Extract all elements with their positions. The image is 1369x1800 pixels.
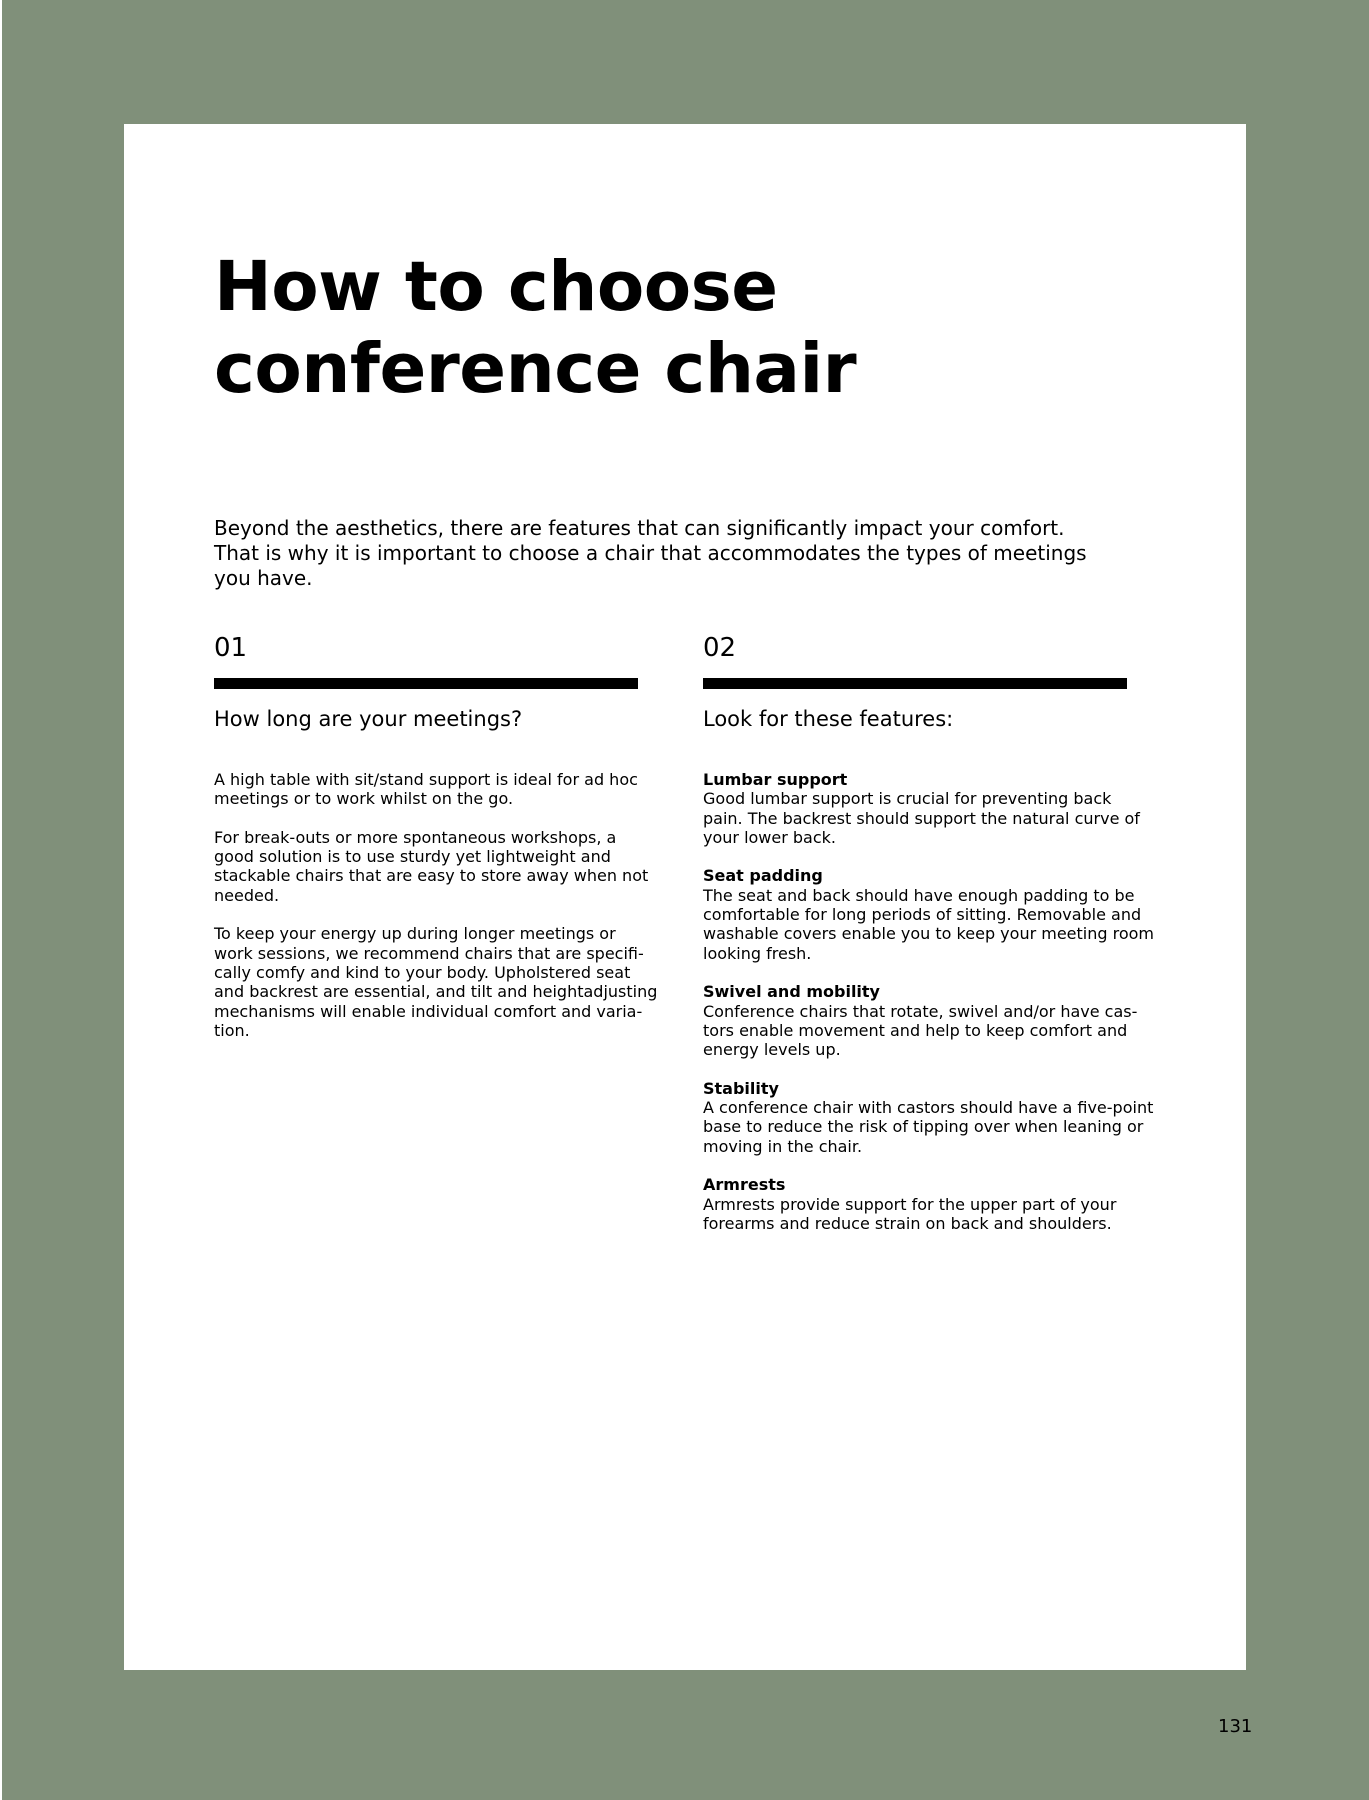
intro-paragraph <box>214 516 1094 591</box>
feature-line: Good lumbar support is crucial for preventing back <box>703 789 1112 809</box>
intro-line: you have. <box>214 566 313 590</box>
section-body <box>214 770 658 1040</box>
feature-line: washable covers enable you to keep your meeting room <box>703 924 1155 944</box>
feature-line: Armrests provide support for the upper part of your <box>703 1194 1117 1214</box>
feature-line: tors enable movement and help to keep comfort and <box>703 1020 1128 1040</box>
feature-line: base to reduce the risk of tipping over when leaning or <box>703 1117 1144 1137</box>
feature-item <box>703 1078 1154 1156</box>
section-divider <box>703 678 1127 689</box>
feature-item <box>703 982 1138 1060</box>
section-number: 02 <box>703 633 737 663</box>
feature-list <box>703 770 1155 1233</box>
body-paragraph <box>214 924 658 1040</box>
section-heading: Look for these features: <box>703 707 954 731</box>
body-line: good solution is to use sturdy yet lightweight and <box>214 847 611 867</box>
title-line: How to choose <box>214 247 778 327</box>
feature-line: Conference chairs that rotate, swivel and/or have cas- <box>703 1001 1138 1021</box>
body-line: and backrest are essential, and tilt and heightadjusting <box>214 982 658 1002</box>
feature-title: Armrests <box>703 1175 786 1195</box>
feature-line: energy levels up. <box>703 1040 841 1060</box>
feature-line: forearms and reduce strain on back and shoulders. <box>703 1213 1112 1233</box>
body-line: mechanisms will enable individual comfort and varia- <box>214 1001 643 1021</box>
body-line: tion. <box>214 1020 250 1040</box>
feature-line: looking fresh. <box>703 943 812 963</box>
body-line: For break-outs or more spontaneous workshops, a <box>214 827 617 847</box>
title-line: conference chair <box>214 329 857 409</box>
feature-line: your lower back. <box>703 827 836 847</box>
feature-title: Stability <box>703 1078 779 1098</box>
feature-line: moving in the chair. <box>703 1136 863 1156</box>
section-02 <box>703 628 1155 1252</box>
feature-line: A conference chair with castors should have a five-point <box>703 1098 1154 1118</box>
feature-item <box>703 770 1140 847</box>
body-paragraph <box>214 770 638 809</box>
intro-line: Beyond the aesthetics, there are features that can significantly impact your comfort. <box>214 516 1065 540</box>
feature-title: Seat padding <box>703 866 823 886</box>
body-line: cally comfy and kind to your body. Upholstered seat <box>214 962 631 982</box>
feature-title: Lumbar support <box>703 770 848 789</box>
feature-line: comfortable for long periods of sitting. Removable and <box>703 905 1142 925</box>
feature-line: pain. The backrest should support the natural curve of <box>703 808 1140 828</box>
section-divider <box>214 678 638 689</box>
body-line: needed. <box>214 885 280 905</box>
section-01 <box>214 628 658 1059</box>
body-line: stackable chairs that are easy to store away when not <box>214 866 649 886</box>
body-line: meetings or to work whilst on the go. <box>214 789 514 809</box>
page-number: 131 <box>1218 1716 1253 1737</box>
page-title <box>214 246 1114 410</box>
body-line: A high table with sit/stand support is ideal for ad hoc <box>214 770 638 789</box>
intro-line: That is why it is important to choose a chair that accommodates the types of meetings <box>214 541 1087 565</box>
section-number: 01 <box>214 633 248 663</box>
feature-item <box>703 866 1155 963</box>
feature-line: The seat and back should have enough padding to be <box>703 885 1135 905</box>
body-line: To keep your energy up during longer meetings or <box>214 924 616 944</box>
feature-item <box>703 1175 1127 1233</box>
body-line: work sessions, we recommend chairs that are specifi- <box>214 943 644 963</box>
body-paragraph <box>214 827 649 905</box>
feature-title: Swivel and mobility <box>703 982 880 1002</box>
section-heading: How long are your meetings? <box>214 707 523 731</box>
